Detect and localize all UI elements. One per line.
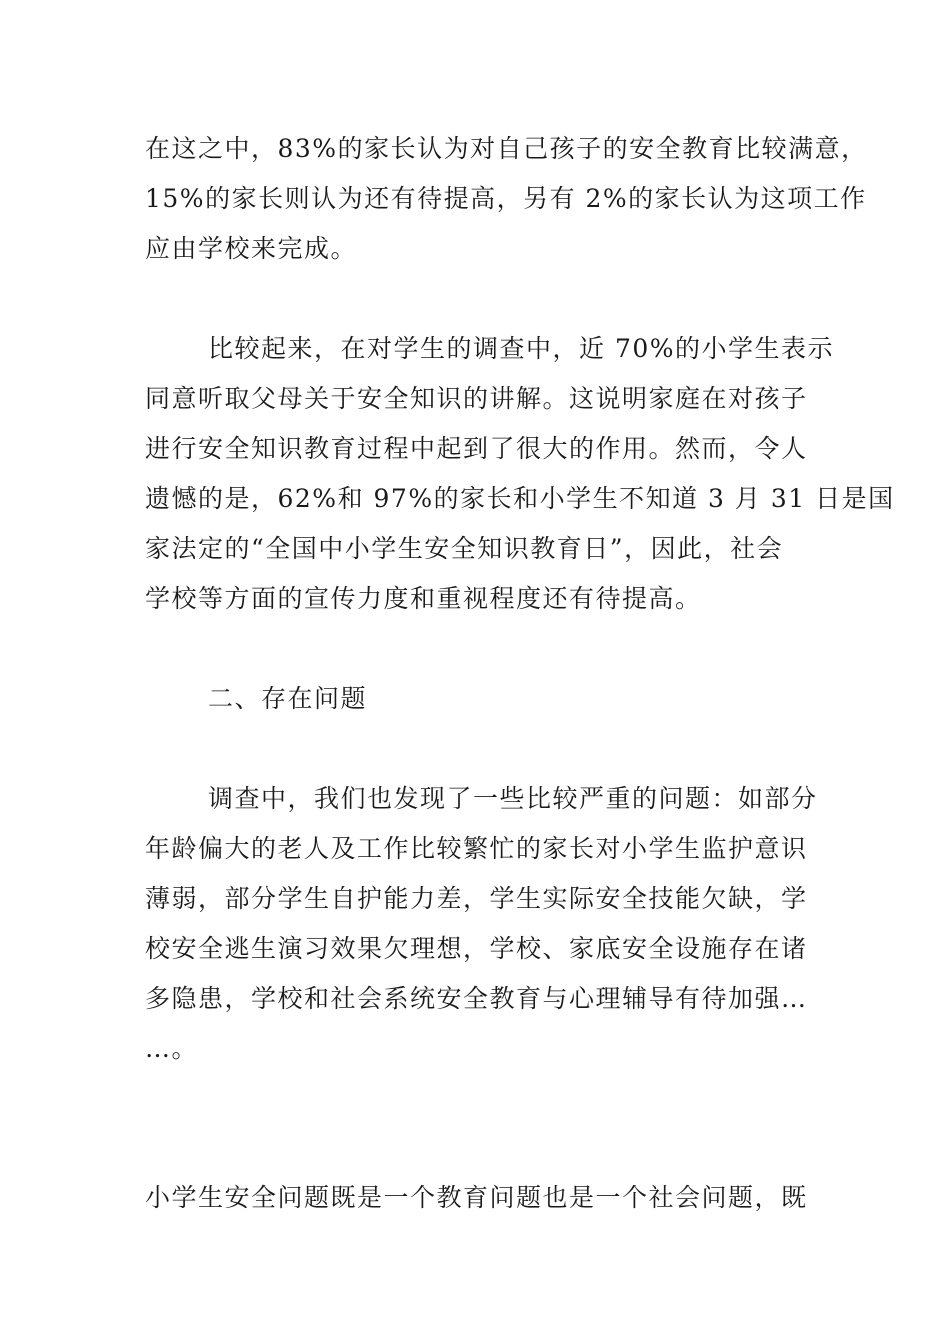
paragraph-3-line-6: …。: [145, 1034, 199, 1063]
paragraph-3-line-4: 校安全逃生演习效果欠理想，学校、家底安全设施存在诸: [145, 934, 808, 963]
paragraph-2-line-6: 学校等方面的宣传力度和重视程度还有待提高。: [145, 584, 702, 613]
paragraph-3-line-2: 年龄偏大的老人及工作比较繁忙的家长对小学生监护意识: [145, 834, 808, 863]
paragraph-2-line-2: 同意听取父母关于安全知识的讲解。这说明家庭在对孩子: [145, 384, 808, 413]
paragraph-1-line-1: 在这之中，83%的家长认为对自己孩子的安全教育比较满意，: [145, 134, 868, 163]
paragraph-2-line-5: 家法定的“全国中小学生安全知识教育日”，因此，社会: [145, 534, 784, 563]
paragraph-3-line-3: 薄弱，部分学生自护能力差，学生实际安全技能欠缺，学: [145, 884, 808, 913]
paragraph-1-line-2: 15%的家长则认为还有待提高，另有 2%的家长认为这项工作: [145, 184, 867, 213]
paragraph-3-line-5: 多隐患，学校和社会系统安全教育与心理辅导有待加强…: [145, 984, 808, 1013]
paragraph-2-line-1: 比较起来，在对学生的调查中，近 70%的小学生表示: [208, 334, 835, 363]
section-heading: 二、存在问题: [208, 684, 368, 713]
paragraph-4-line-1: 小学生安全问题既是一个教育问题也是一个社会问题，既: [145, 1183, 808, 1212]
paragraph-2-line-4: 遗憾的是，62%和 97%的家长和小学生不知道 3 月 31 日是国: [145, 484, 895, 513]
paragraph-3-line-1: 调查中，我们也发现了一些比较严重的问题：如部分: [208, 784, 818, 813]
paragraph-1-line-3: 应由学校来完成。: [145, 234, 358, 263]
paragraph-2-line-3: 进行安全知识教育过程中起到了很大的作用。然而，令人: [145, 434, 808, 463]
